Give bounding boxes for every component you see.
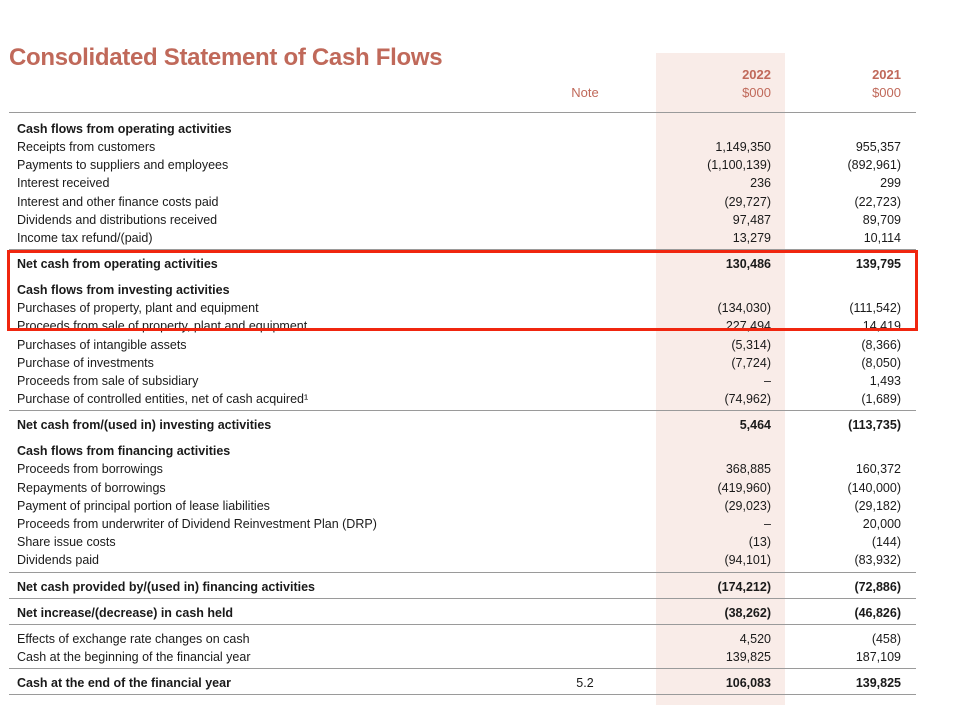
value-2021: (8,366)	[861, 338, 901, 352]
highlight-box	[7, 250, 918, 331]
table-row	[0, 676, 954, 694]
table-row	[0, 392, 954, 410]
row-label: Effects of exchange rate changes on cash	[17, 632, 250, 646]
page-title: Consolidated Statement of Cash Flows	[9, 44, 443, 71]
row-label: Cash flows from operating activities	[17, 122, 232, 136]
value-2022: 139,825	[725, 650, 771, 664]
value-2022: (7,724)	[731, 356, 771, 370]
row-label: Cash flows from investing activities	[17, 283, 230, 297]
value-2022: 130,486	[725, 257, 771, 271]
table-row	[0, 122, 954, 140]
value-2021: (22,723)	[854, 195, 901, 209]
value-2021: 299	[880, 176, 901, 190]
table-row	[0, 517, 954, 535]
row-label: Net increase/(decrease) in cash held	[17, 606, 234, 620]
table-row	[0, 356, 954, 374]
unit-2022-header: $000	[742, 85, 771, 100]
table-row	[0, 444, 954, 462]
table-rule	[9, 572, 916, 573]
table-row	[0, 553, 954, 571]
table-rule	[9, 598, 916, 599]
value-2021: 139,825	[855, 676, 901, 690]
row-label: Interest received	[17, 176, 110, 190]
value-2022: 236	[750, 176, 771, 190]
value-2022: (74,962)	[724, 392, 771, 406]
value-2021: 10,114	[863, 231, 901, 245]
row-label: Net cash provided by/(used in) financing activities	[17, 580, 315, 594]
value-2021: 187,109	[855, 650, 901, 664]
value-2022: (1,100,139)	[707, 158, 771, 172]
row-label: Cash flows from financing activities	[17, 444, 231, 458]
value-2021: (8,050)	[861, 356, 901, 370]
row-label: Payment of principal portion of lease liabilities	[17, 499, 270, 513]
row-label: Purchases of property, plant and equipment	[17, 301, 259, 315]
value-2022: 227,494	[725, 319, 771, 333]
table-row	[0, 606, 954, 624]
value-2021: (892,961)	[847, 158, 901, 172]
value-2022: (5,314)	[731, 338, 771, 352]
row-label: Proceeds from sale of property, plant and equipment	[17, 319, 308, 333]
table-row	[0, 338, 954, 356]
value-2022: (174,212)	[717, 580, 771, 594]
value-2021: (83,932)	[854, 553, 901, 567]
value-2022: 4,520	[739, 632, 771, 646]
value-2021: 89,709	[862, 213, 901, 227]
row-label: Purchase of controlled entities, net of cash acquired¹	[17, 392, 309, 406]
row-label: Income tax refund/(paid)	[17, 231, 153, 245]
table-row	[0, 176, 954, 194]
value-2022: 368,885	[725, 462, 771, 476]
value-2022: –	[764, 374, 771, 388]
value-2022: (38,262)	[724, 606, 771, 620]
row-label: Share issue costs	[17, 535, 116, 549]
value-2021: 139,795	[855, 257, 901, 271]
row-label: Cash at the beginning of the financial year	[17, 650, 251, 664]
value-2021: (1,689)	[861, 392, 901, 406]
row-label: Proceeds from borrowings	[17, 462, 163, 476]
value-2022: (29,727)	[724, 195, 771, 209]
row-label: Purchase of investments	[17, 356, 154, 370]
row-label: Receipts from customers	[17, 140, 156, 154]
value-2021: 14,419	[862, 319, 901, 333]
table-row	[0, 418, 954, 436]
row-note: 5.2	[576, 676, 594, 690]
value-2021: (111,542)	[849, 301, 901, 315]
value-2021: 1,493	[869, 374, 901, 388]
header-rule	[9, 112, 916, 113]
value-2021: (458)	[871, 632, 901, 646]
value-2021: (72,886)	[854, 580, 901, 594]
unit-2021-header: $000	[872, 85, 901, 100]
row-label: Net cash from/(used in) investing activities	[17, 418, 272, 432]
year-2021-header: 2021	[872, 67, 901, 82]
value-2021: (144)	[871, 535, 901, 549]
table-row	[0, 195, 954, 213]
row-label: Dividends and distributions received	[17, 213, 218, 227]
table-rule	[9, 694, 916, 695]
row-label: Interest and other finance costs paid	[17, 195, 219, 209]
row-label: Payments to suppliers and employees	[17, 158, 229, 172]
table-row	[0, 462, 954, 480]
table-rule	[9, 668, 916, 669]
year-2022-header: 2022	[742, 67, 771, 82]
table-row	[0, 499, 954, 517]
value-2022: 13,279	[732, 231, 771, 245]
row-label: Proceeds from underwriter of Dividend Reinvestment Plan (DRP)	[17, 517, 377, 531]
value-2021: (113,735)	[848, 418, 901, 432]
table-rule	[9, 624, 916, 625]
value-2021: 20,000	[862, 517, 901, 531]
table-row	[0, 374, 954, 392]
value-2021: 955,357	[855, 140, 901, 154]
table-row	[0, 650, 954, 668]
table-row	[0, 580, 954, 598]
value-2021: 160,372	[855, 462, 901, 476]
value-2022: (134,030)	[717, 301, 771, 315]
note-column-header: Note	[571, 85, 599, 100]
table-row	[0, 632, 954, 650]
value-2022: 106,083	[725, 676, 771, 690]
value-2022: –	[764, 517, 771, 531]
value-2022: 1,149,350	[715, 140, 771, 154]
value-2021: (46,826)	[854, 606, 901, 620]
row-label: Purchases of intangible assets	[17, 338, 187, 352]
value-2022: (29,023)	[724, 499, 771, 513]
table-rule	[9, 410, 916, 411]
value-2021: (29,182)	[854, 499, 901, 513]
value-2022: (94,101)	[724, 553, 771, 567]
value-2022: 5,464	[739, 418, 771, 432]
row-label: Dividends paid	[17, 553, 99, 567]
value-2022: 97,487	[732, 213, 771, 227]
table-row	[0, 231, 954, 249]
row-label: Proceeds from sale of subsidiary	[17, 374, 199, 388]
table-row	[0, 140, 954, 158]
table-row	[0, 213, 954, 231]
row-label: Repayments of borrowings	[17, 481, 166, 495]
row-label: Cash at the end of the financial year	[17, 676, 231, 690]
table-row	[0, 481, 954, 499]
value-2021: (140,000)	[847, 481, 901, 495]
table-row	[0, 158, 954, 176]
value-2022: (419,960)	[717, 481, 771, 495]
row-label: Net cash from operating activities	[17, 257, 218, 271]
table-row	[0, 535, 954, 553]
value-2022: (13)	[748, 535, 771, 549]
